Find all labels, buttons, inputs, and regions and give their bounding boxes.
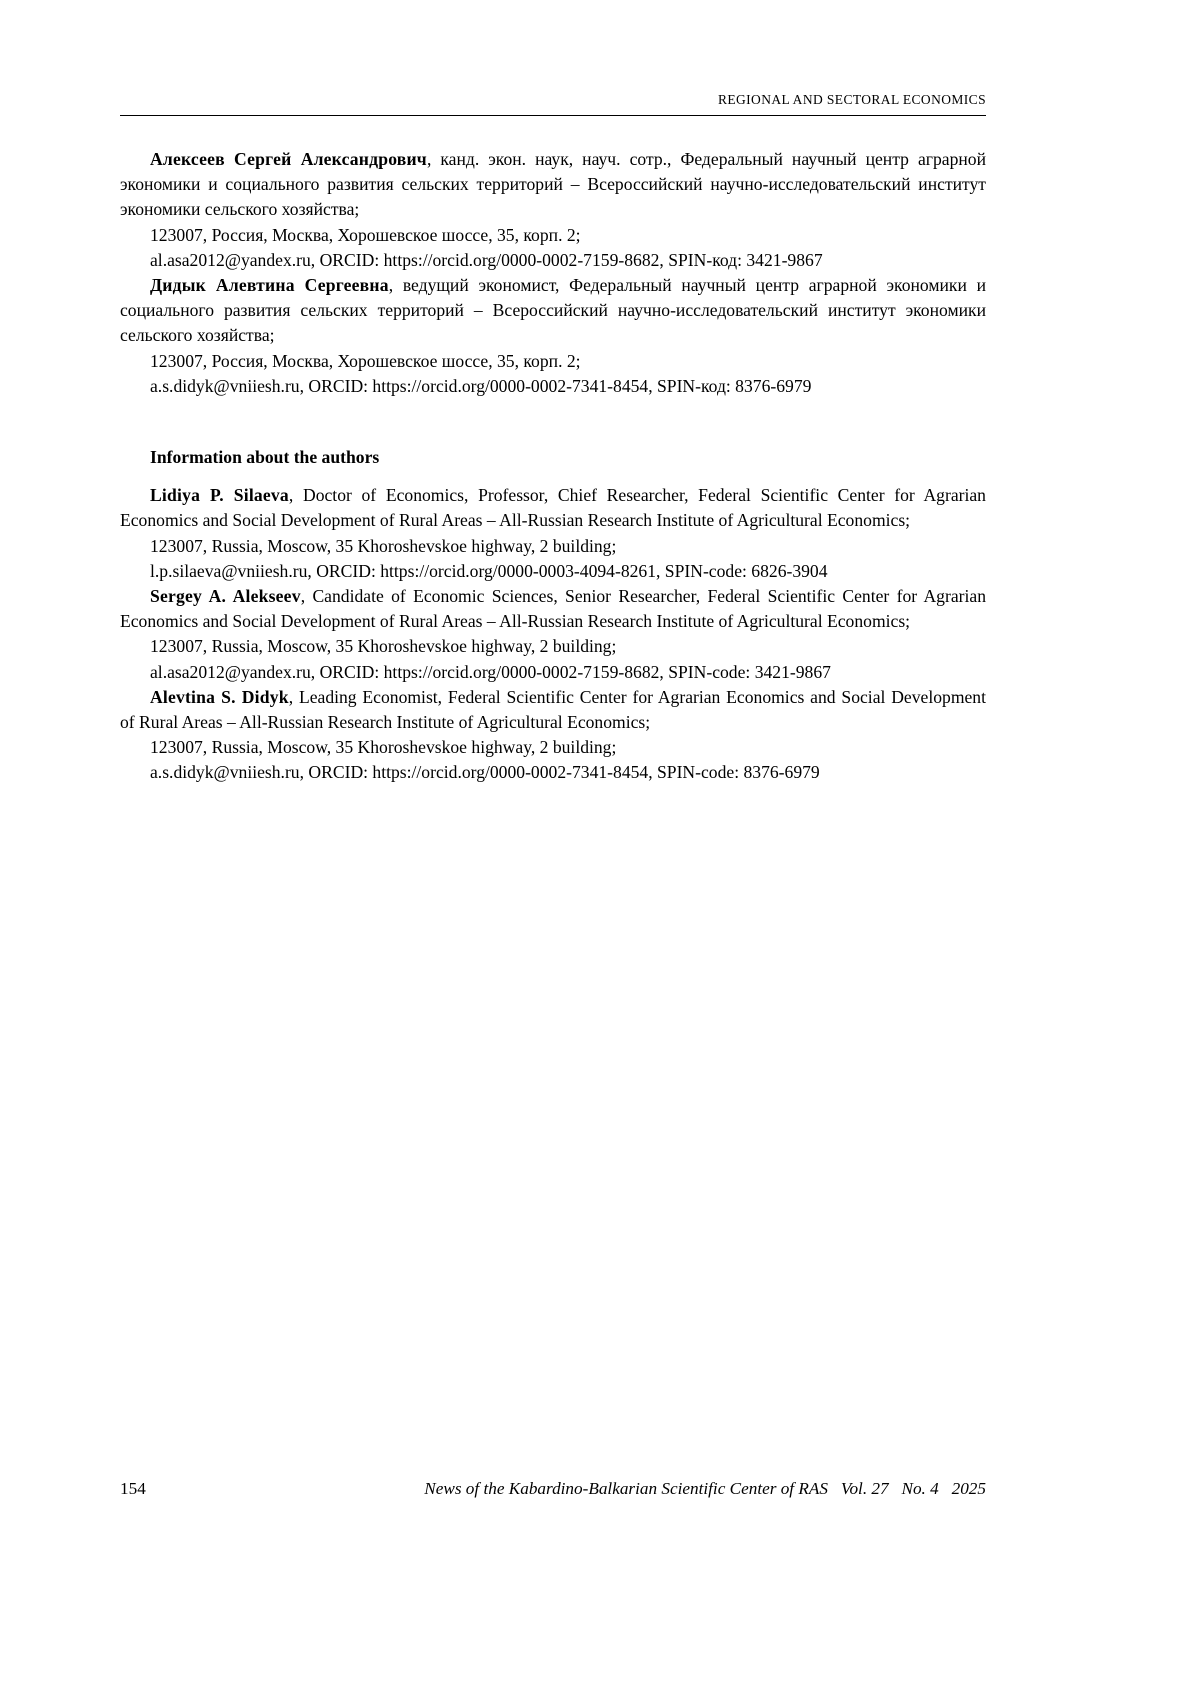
contact-line-ru-alekseev: al.asa2012@yandex.ru, ORCID: https://orcid.org/0000-0002-7159-8682, SPIN-код: 3421-9867 — [150, 249, 823, 270]
running-head: REGIONAL AND SECTORAL ECONOMICS — [717, 92, 986, 107]
contact-line-en-alekseev: al.asa2012@yandex.ru, ORCID: https://orcid.org/0000-0002-7159-8682, SPIN-code: 3421-9867 — [150, 661, 831, 682]
author-name-en-didyk: Alevtina S. Didyk — [150, 686, 289, 707]
journal-citation: News of the Kabardino-Balkarian Scientific Center of RAS Vol. 27 No. 4 2025 — [424, 1479, 986, 1498]
contact-line-en-silaeva: l.p.silaeva@vniiesh.ru, ORCID: https://orcid.org/0000-0003-4094-8261, SPIN-code: 6826-3904 — [150, 560, 828, 581]
author-name-en-silaeva: Lidiya P. Silaeva — [150, 485, 289, 506]
page-footer — [120, 1477, 986, 1501]
page-number: 154 — [120, 1479, 146, 1498]
page-content — [120, 92, 986, 786]
address-line-en-didyk: 123007, Russia, Moscow, 35 Khoroshevskoe highway, 2 building; — [150, 737, 617, 758]
body-text — [120, 147, 986, 786]
author-bio-en-didyk — [120, 685, 986, 735]
contact-line-en-didyk: a.s.didyk@vniiesh.ru, ORCID: https://orcid.org/0000-0002-7341-8454, SPIN-code: 8376-6979 — [150, 762, 820, 783]
address-line-ru-didyk: 123007, Россия, Москва, Хорошевское шоссе, 35, корп. 2; — [150, 350, 581, 371]
address-line-en-alekseev: 123007, Russia, Moscow, 35 Khoroshevskoe highway, 2 building; — [150, 636, 617, 657]
author-bio-ru-alekseev — [120, 147, 986, 223]
header-rule — [120, 115, 986, 116]
author-bio-en-alekseev-text: , Candidate of Economic Sciences, Senior Researcher, Federal Scientific Center for Agrarian Economics and Social Development of Rural Areas – All-Russian Research Institute of Agricultural Economics; — [120, 586, 986, 632]
author-name-ru-alekseev: Алексеев Сергей Александрович — [150, 149, 427, 169]
author-bio-en-silaeva — [120, 483, 986, 533]
author-bio-ru-didyk-text: , ведущий экономист, Федеральный научный центр аграрной экономики и социального развития сельских территорий – Всероссийский научно-исследовательский институт экономики сельского хозяйства; — [120, 275, 986, 346]
address-line-en-silaeva: 123007, Russia, Moscow, 35 Khoroshevskoe highway, 2 building; — [150, 535, 617, 556]
author-bio-en-didyk-text: , Leading Economist, Federal Scientific Center for Agrarian Economics and Social Development of Rural Areas – All-Russian Research Institute of Agricultural Economics; — [120, 686, 986, 733]
section-heading-information-about-authors: Information about the authors — [150, 447, 380, 468]
author-name-en-alekseev: Sergey A. Alekseev — [150, 586, 301, 607]
address-line-ru-alekseev: 123007, Россия, Москва, Хорошевское шоссе, 35, корп. 2; — [150, 224, 581, 245]
contact-line-ru-didyk: a.s.didyk@vniiesh.ru, ORCID: https://orcid.org/0000-0002-7341-8454, SPIN-код: 8376-6979 — [150, 375, 812, 396]
author-bio-en-silaeva-text: , Doctor of Economics, Professor, Chief Researcher, Federal Scientific Center for Agrarian Economics and Social Development of Rural Areas – All-Russian Research Institute of Agricultural Economics; — [120, 485, 986, 531]
author-bio-ru-alekseev-text: , канд. экон. наук, науч. сотр., Федеральный научный центр аграрной экономики и социального развития сельских территорий – Всероссийский научно-исследовательский институт экономики сельского хозяйства; — [120, 149, 987, 220]
author-bio-en-alekseev — [120, 584, 986, 634]
author-name-ru-didyk: Дидык Алевтина Сергеевна — [150, 275, 389, 296]
author-bio-ru-didyk — [120, 273, 986, 349]
